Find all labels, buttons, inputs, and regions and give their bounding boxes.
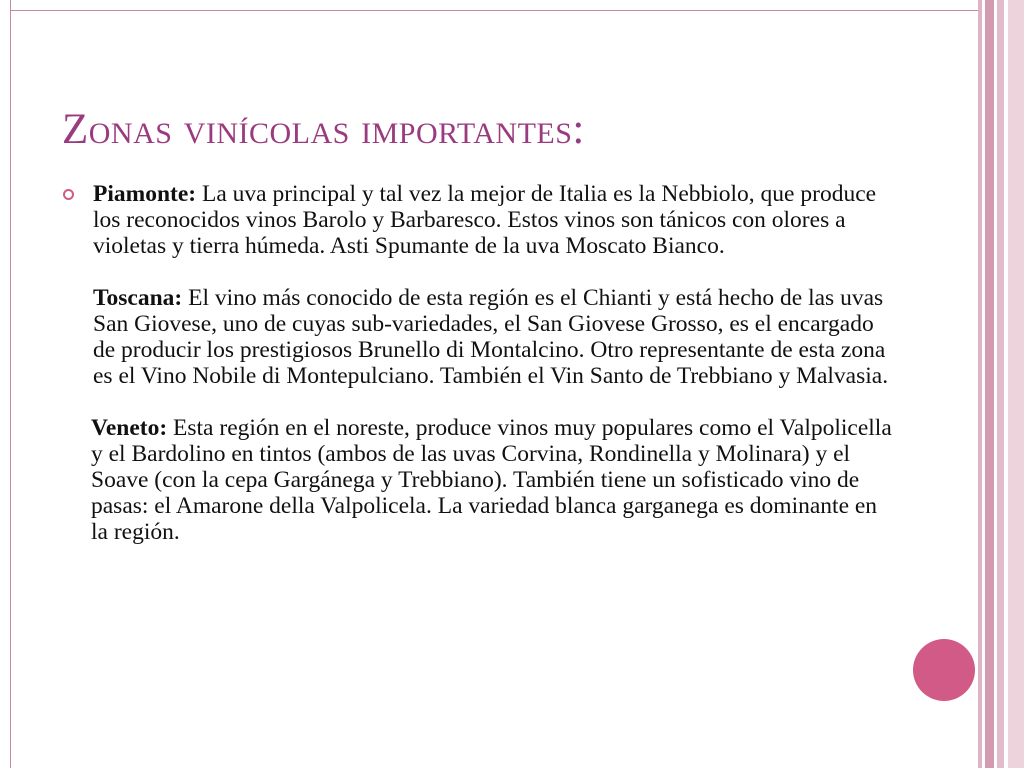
bullet-ring-icon — [63, 189, 74, 200]
slide-frame-top-line — [10, 10, 978, 11]
paragraph-toscana — [93, 285, 898, 389]
paragraph-heading: Piamonte: — [93, 181, 197, 207]
decorative-stripe — [985, 0, 994, 768]
paragraph-heading: Veneto: — [91, 415, 168, 441]
decorative-stripe — [997, 0, 1004, 768]
slide-title: Zonas vinícolas importantes: — [62, 106, 585, 153]
paragraph-text: La uva principal y tal vez la mejor de Italia es la Nebbiolo, que produce los reconocidos vinos Barolo y Barbaresco. Estos vinos son tánicos con olores a violetas y tierra húmeda. Asti Spumante de la uva Moscato Bianco. — [93, 181, 877, 259]
decorative-stripe — [1008, 0, 1024, 768]
paragraph-text: El vino más conocido de esta región es el Chianti y está hecho de las uvas San Giovese, uno de cuyas sub-variedades, el San Giovese Grosso, es el encargado de producir los prestigiosos Brunello di Montalcino. Otro representante de esta zona es el Vino Nobile di Montepulciano. También el Vin Santo de Trebbiano y Malvasia. — [93, 285, 889, 389]
decorative-stripe — [978, 0, 982, 768]
slide-body — [93, 181, 898, 571]
slide-frame-left-line — [10, 0, 11, 768]
paragraph-heading: Toscana: — [93, 285, 183, 311]
decorative-circle — [913, 639, 975, 701]
paragraph-veneto — [91, 415, 898, 545]
paragraph-piamonte — [93, 181, 898, 259]
paragraph-text: Esta región en el noreste, produce vinos muy populares como el Valpolicella y el Bardolino en tintos (ambos de las uvas Corvina, Rondinella y Molinara) y el Soave (con la cepa Gargánega y Trebbiano). También tiene un sofisticado vino de pasas: el Amarone della Valpolicela. La variedad blanca garganega es dominante en la región. — [91, 415, 892, 545]
